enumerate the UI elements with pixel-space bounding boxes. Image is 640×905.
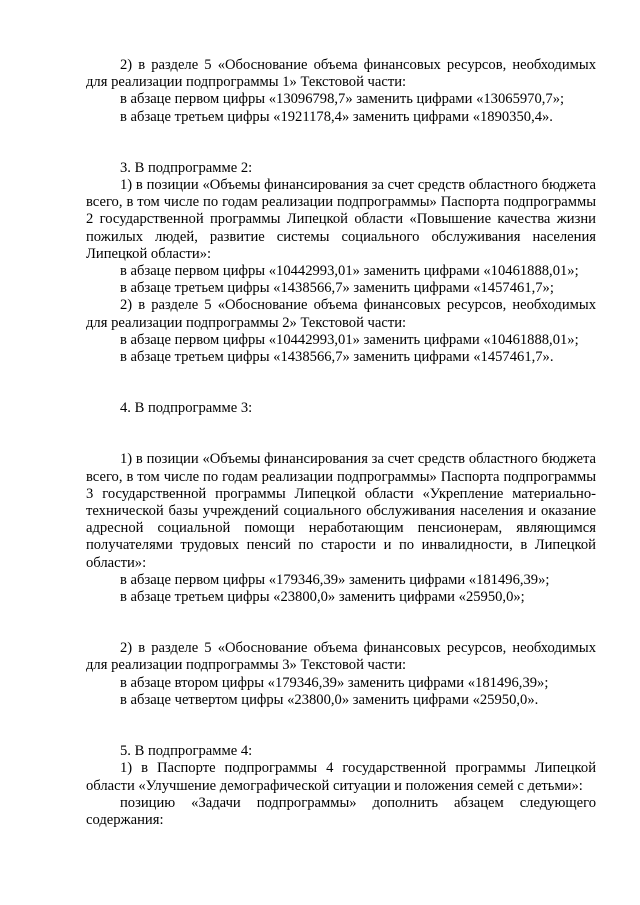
paragraph-first-abzac-1: в абзаце первом цифры «13096798,7» заменить цифрами «13065970,7»; — [120, 91, 565, 108]
paragraph-section5-subprogram3: 2) в разделе 5 «Обоснование объема финансовых ресурсов, необходимых для реализации подпрограммы 3» Текстовой части: — [86, 640, 596, 674]
heading-subprogram-4: 5. В подпрограмме 4: — [120, 743, 253, 760]
paragraph-first-abzac-2a: в абзаце первом цифры «10442993,01» заменить цифрами «10461888,01»; — [120, 263, 579, 280]
paragraph-passport-subprogram2: 1) в позиции «Объемы финансирования за счет средств областного бюджета всего, в том числе по годам реализации подпрограммы» Паспорта подпрограммы 2 государственной программы Липецкой области «Повышение качества жизни пожилых людей, развитие системы социального обслуживания населения Липецкой области»: — [86, 177, 596, 262]
spacer — [86, 417, 596, 451]
document-body — [86, 57, 596, 829]
heading-subprogram-2: 3. В подпрограмме 2: — [120, 159, 253, 176]
paragraph-tasks-addition: позицию «Задачи подпрограммы» дополнить абзацем следующего содержания: — [86, 794, 596, 828]
paragraph-third-abzac-3a: в абзаце третьем цифры «23800,0» заменить цифрами «25950,0»; — [120, 589, 525, 606]
paragraph-second-abzac-3b: в абзаце втором цифры «179346,39» заменить цифрами «181496,39»; — [120, 674, 549, 691]
paragraph-fourth-abzac-3b: в абзаце четвертом цифры «23800,0» заменить цифрами «25950,0». — [120, 691, 539, 708]
paragraph-first-abzac-2b: в абзаце первом цифры «10442993,01» заменить цифрами «10461888,01»; — [120, 331, 579, 348]
paragraph-third-abzac-2a: в абзаце третьем цифры «1438566,7» заменить цифрами «1457461,7»; — [120, 280, 554, 297]
paragraph-section5-subprogram2: 2) в разделе 5 «Обоснование объема финансовых ресурсов, необходимых для реализации подпрограммы 2» Текстовой части: — [86, 297, 596, 331]
paragraph-passport-subprogram4: 1) в Паспорте подпрограммы 4 государственной программы Липецкой области «Улучшение демографической ситуации и положения семей с детьми»: — [86, 760, 596, 794]
spacer — [86, 126, 596, 160]
heading-subprogram-3: 4. В подпрограмме 3: — [120, 400, 253, 417]
paragraph-passport-subprogram3: 1) в позиции «Объемы финансирования за счет средств областного бюджета всего, в том числе по годам реализации подпрограммы» Паспорта подпрограммы 3 государственной программы Липецкой области «Укрепление материально-технической базы учреждений социального обслуживания населения и оказание адресной социальной помощи неработающим пенсионерам, являющимся получателями трудовых пенсий по старости и по инвалидности, в Липецкой области»: — [86, 451, 596, 571]
paragraph-section5-subprogram1: 2) в разделе 5 «Обоснование объема финансовых ресурсов, необходимых для реализации подпрограммы 1» Текстовой части: — [86, 57, 596, 91]
paragraph-third-abzac-2b: в абзаце третьем цифры «1438566,7» заменить цифрами «1457461,7». — [120, 349, 554, 366]
paragraph-third-abzac-1: в абзаце третьем цифры «1921178,4» заменить цифрами «1890350,4». — [120, 108, 553, 125]
spacer — [86, 606, 596, 640]
spacer — [86, 709, 596, 743]
spacer — [86, 366, 596, 400]
paragraph-first-abzac-3a: в абзаце первом цифры «179346,39» заменить цифрами «181496,39»; — [120, 571, 550, 588]
